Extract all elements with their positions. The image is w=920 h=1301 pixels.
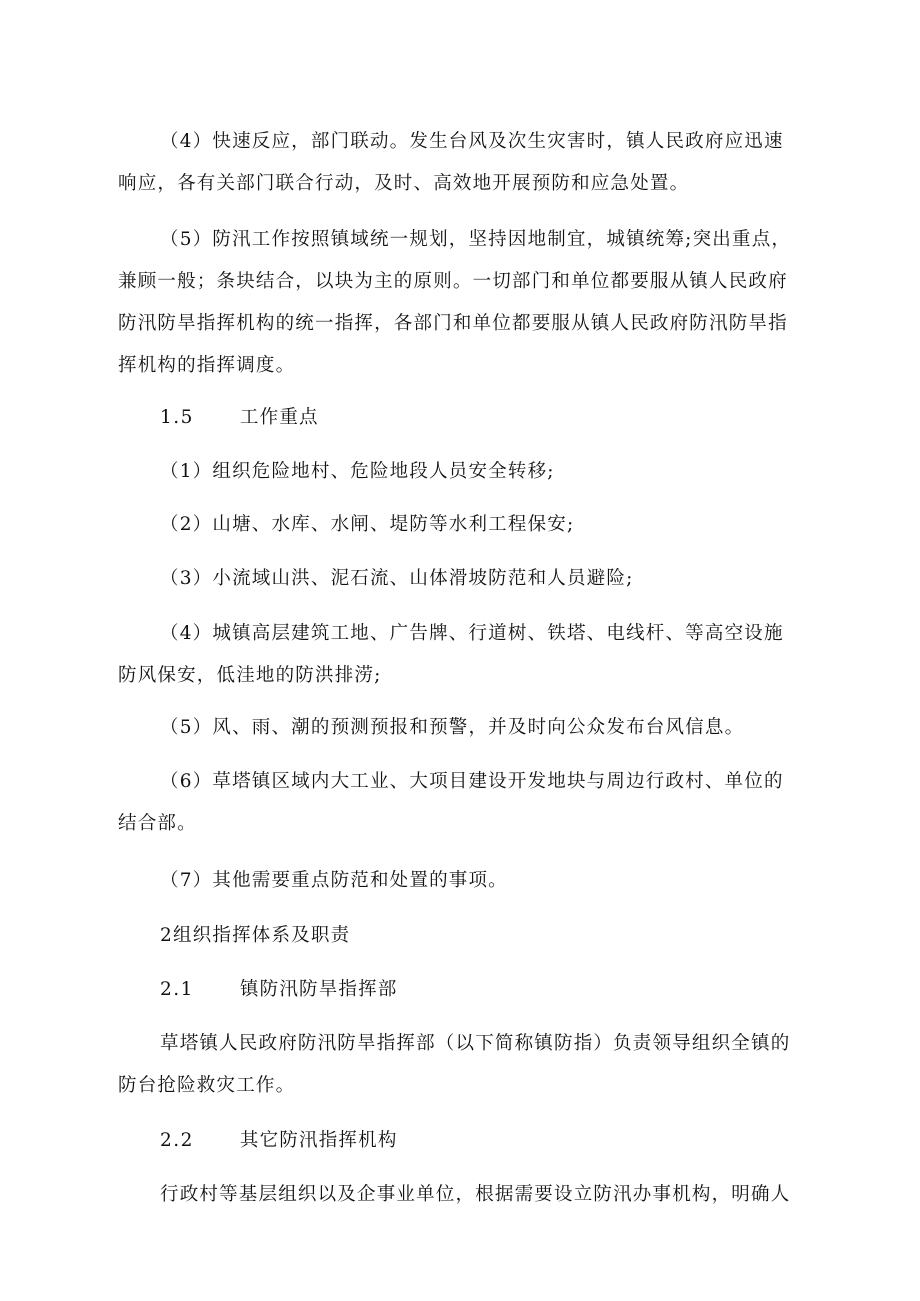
list-item-6-line-1: （6）草塔镇区域内大工业、大项目建设开发地块与周边行政村、单位的: [160, 771, 784, 792]
section-heading-2: 2组织指挥体系及职责: [160, 925, 351, 946]
list-item-3: （3）小流域山洪、泥石流、山体滑坡防范和人员避险;: [160, 568, 634, 589]
list-item-7: （7）其他需要重点防范和处置的事项。: [160, 870, 508, 891]
section-2-1-body-line-1: 草塔镇人民政府防汛防旱指挥部（以下简称镇防指）负责领导组织全镇的: [160, 1033, 791, 1054]
list-item-5: （5）风、雨、潮的预测预报和预警，并及时向公众发布台风信息。: [160, 717, 745, 738]
section-title: 其它防汛指挥机构: [239, 1130, 398, 1151]
section-title: 工作重点: [239, 407, 319, 428]
list-item-4-line-2: 防风保安，低洼地的防洪排涝;: [118, 665, 382, 686]
section-2-2-body-line-1: 行政村等基层组织以及企事业单位，根据需要设立防汛办事机构，明确人: [160, 1184, 791, 1205]
section-2-1-body-line-2: 防台抢险救灾工作。: [118, 1075, 296, 1096]
paragraph-4-line-2: 响应，各有关部门联合行动，及时、高效地开展预防和应急处置。: [118, 173, 690, 194]
paragraph-5-line-1: （5）防汛工作按照镇域统一规划，坚持因地制宜，城镇统筹;突出重点，: [160, 229, 792, 250]
list-item-1: （1）组织危险地村、危险地段人员安全转移;: [160, 461, 555, 482]
paragraph-5-line-3: 防汛防旱指挥机构的统一指挥，各部门和单位都要服从镇人民政府防汛防旱指: [118, 313, 788, 334]
section-heading-1-5: [160, 405, 850, 431]
paragraph-4-line-1: （4）快速反应，部门联动。发生台风及次生灾害时，镇人民政府应迅速: [160, 131, 784, 152]
section-heading-2-1: [160, 977, 850, 1003]
paragraph-5-line-4: 挥机构的指挥调度。: [118, 355, 296, 376]
section-heading-2-2: [160, 1128, 850, 1154]
list-item-4-line-1: （4）城镇高层建筑工地、广告牌、行道树、铁塔、电线杆、等高空设施: [160, 623, 784, 644]
section-number: 1.5: [160, 407, 194, 428]
section-title: 镇防汛防旱指挥部: [239, 979, 398, 1000]
section-number: 2.2: [160, 1130, 194, 1151]
list-item-2: （2）山塘、水库、水闸、堤防等水利工程保安;: [160, 514, 575, 535]
list-item-6-line-2: 结合部。: [118, 813, 197, 834]
section-number: 2.1: [160, 979, 194, 1000]
paragraph-5-line-2: 兼顾一般；条块结合，以块为主的原则。一切部门和单位都要服从镇人民政府: [118, 271, 788, 292]
